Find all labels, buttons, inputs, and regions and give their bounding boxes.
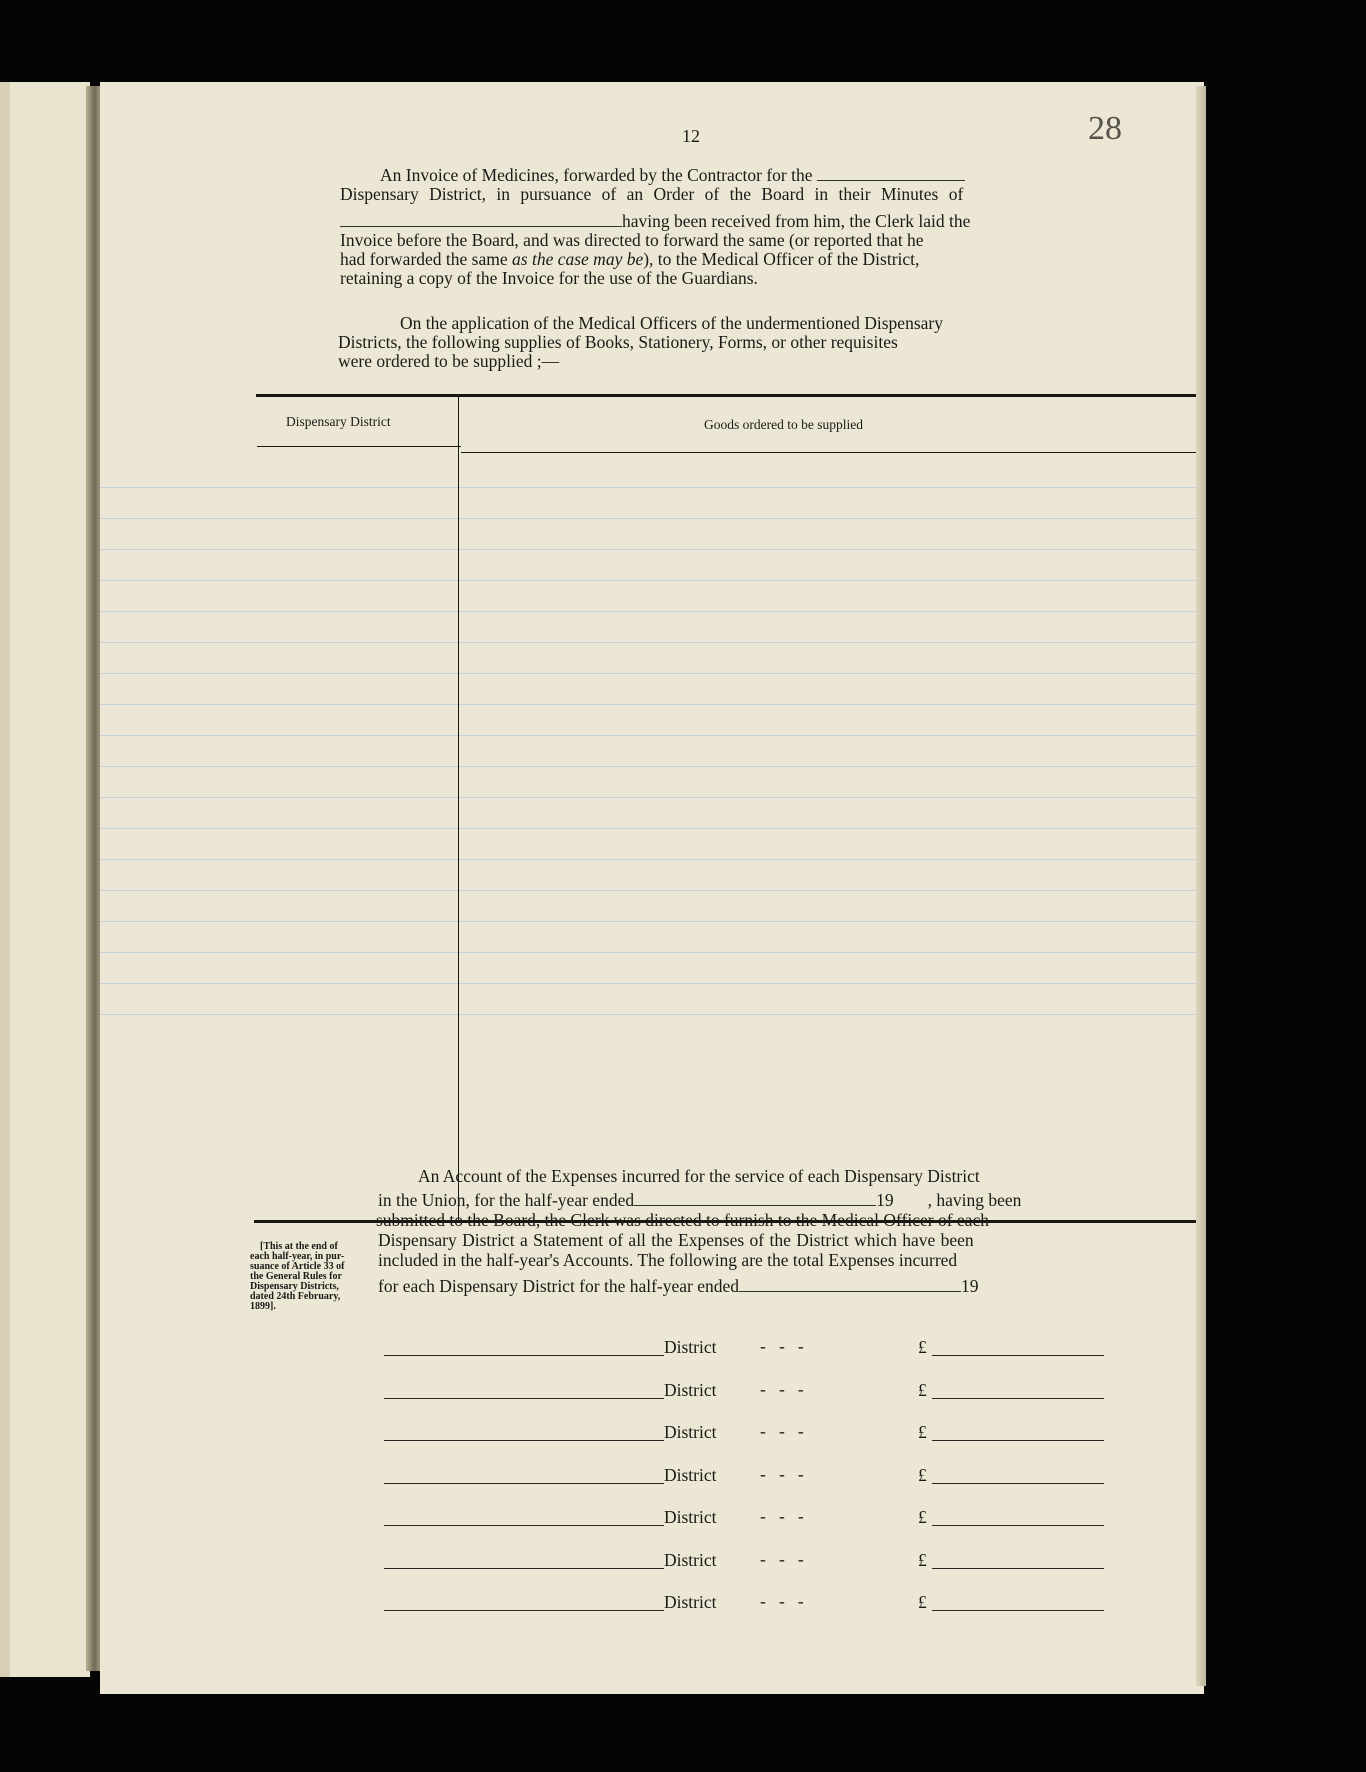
district-row (100, 1545, 1204, 1575)
account-line-2-text: in the Union, for the half-year ended (378, 1190, 635, 1210)
ruled-line (100, 611, 1204, 612)
col2-header-rule (461, 452, 1206, 453)
margin-note-line: dated 24th February, (250, 1291, 341, 1302)
district-label: District (664, 1422, 717, 1442)
account-line-6-text: for each Dispensary District for the half-year ended (378, 1276, 740, 1296)
amount-blank[interactable] (932, 1610, 1104, 1611)
district-row (100, 1375, 1204, 1405)
ruled-line (100, 518, 1204, 519)
amount-blank[interactable] (932, 1483, 1104, 1484)
district-name-blank[interactable] (384, 1440, 664, 1441)
pound-sign: £ (918, 1422, 927, 1442)
district-row (100, 1587, 1204, 1617)
supplies-line-3: were ordered to be supplied ;— (338, 351, 560, 371)
ruled-line (100, 673, 1204, 674)
district-dashes: - - - (760, 1421, 804, 1441)
district-name-blank[interactable] (384, 1610, 664, 1611)
ruled-line (100, 487, 1204, 488)
account-line-6 (378, 1276, 979, 1296)
district-label: District (664, 1337, 717, 1357)
amount-blank[interactable] (932, 1525, 1104, 1526)
invoice-paragraph (340, 166, 1052, 288)
invoice-line-1: An Invoice of Medicines, forwarded by the Contractor for the (380, 165, 813, 185)
district-name-blank[interactable] (384, 1568, 664, 1569)
facing-page-edge (0, 82, 90, 1677)
pound-sign: £ (918, 1549, 927, 1570)
facing-page-margin (0, 82, 10, 1677)
amount-blank[interactable] (932, 1398, 1104, 1399)
district-row (100, 1502, 1204, 1532)
invoice-line-5-italic: as the case may be (512, 249, 644, 269)
column-divider (458, 396, 459, 1222)
ruled-line (100, 704, 1204, 705)
half-year-end-blank-2[interactable] (739, 1279, 961, 1292)
pound-sign: £ (918, 1379, 927, 1400)
table-top-rule (256, 394, 1206, 397)
district-dashes: - - - (760, 1591, 804, 1611)
district-name-blank[interactable] (384, 1398, 664, 1399)
margin-note-line: the General Rules for (250, 1271, 342, 1282)
district-name-blank[interactable] (384, 1483, 664, 1484)
account-line-5: included in the half-year's Accounts. The following are the total Expenses incurred (378, 1250, 958, 1270)
account-line-3: submitted to the Board, the Clerk was directed to furnish to the Medical Officer of each (376, 1210, 989, 1230)
supplies-line-1: On the application of the Medical Officers of the undermentioned Dispensary (400, 313, 943, 333)
ruled-line (100, 828, 1204, 829)
ruled-line (100, 952, 1204, 953)
margin-note-line: each half-year, in pur- (250, 1251, 345, 1262)
contractor-district-blank[interactable] (817, 168, 965, 181)
district-row (100, 1417, 1204, 1447)
ruled-line (100, 766, 1204, 767)
supplies-line-2: Districts, the following supplies of Books, Stationery, Forms, or other requisites (338, 332, 898, 352)
district-label: District (664, 1464, 717, 1485)
pound-sign: £ (918, 1507, 927, 1527)
page-edge-shadow (1196, 86, 1206, 1686)
ruled-line (100, 735, 1204, 736)
pound-sign: £ (918, 1337, 927, 1357)
ruled-line (100, 549, 1204, 550)
invoice-line-4: Invoice before the Board, and was directed to forward the same (or reported that he (340, 230, 924, 250)
page-number: 12 (682, 126, 700, 146)
col1-header-rule (257, 446, 461, 447)
register-page (100, 82, 1204, 1694)
invoice-line-2: Dispensary District, in pursuance of an Order of the Board in their Minutes of (340, 184, 964, 204)
pound-sign: £ (918, 1592, 927, 1612)
pound-sign: £ (918, 1464, 927, 1485)
district-dashes: - - - (760, 1378, 804, 1399)
ruled-line (100, 797, 1204, 798)
book-gutter (86, 86, 100, 1671)
col1-header: Dispensary District (286, 414, 391, 429)
account-line-2 (378, 1190, 1021, 1210)
year-prefix-2: 19 (961, 1276, 979, 1296)
year-prefix: 19 (876, 1190, 894, 1210)
margin-note (250, 1242, 344, 1312)
district-row (100, 1460, 1204, 1490)
amount-blank[interactable] (932, 1440, 1104, 1441)
district-label: District (664, 1592, 717, 1612)
ruled-line (100, 890, 1204, 891)
account-line-1: An Account of the Expenses incurred for the service of each Dispensary District (418, 1166, 980, 1186)
margin-note-line: 1899]. (250, 1301, 276, 1312)
minutes-date-blank[interactable] (340, 214, 622, 227)
ruled-line (100, 1014, 1204, 1015)
ruled-line (100, 921, 1204, 922)
district-name-blank[interactable] (384, 1355, 664, 1356)
invoice-line-5a: had forwarded the same (340, 249, 513, 269)
account-line-2-end: , having been (927, 1190, 1022, 1210)
district-label: District (664, 1549, 717, 1570)
col2-header: Goods ordered to be supplied (704, 417, 863, 432)
district-dashes: - - - (760, 1336, 804, 1356)
invoice-line-3: having been received from him, the Clerk laid the (622, 211, 971, 231)
invoice-line-6: retaining a copy of the Invoice for the use of the Guardians. (340, 268, 758, 288)
account-line-4: Dispensary District a Statement of all the Expenses of the District which have been (378, 1230, 974, 1250)
margin-note-line: [This at the end of (260, 1241, 338, 1252)
margin-note-line: suance of Article 33 of (250, 1261, 345, 1272)
district-dashes: - - - (760, 1463, 804, 1484)
district-dashes: - - - (760, 1548, 804, 1569)
district-label: District (664, 1379, 717, 1400)
half-year-end-blank[interactable] (634, 1193, 876, 1206)
district-dashes: - - - (760, 1506, 804, 1526)
invoice-line-5c: ), to the Medical Officer of the District, (643, 249, 920, 269)
ruled-line (100, 983, 1204, 984)
amount-blank[interactable] (932, 1568, 1104, 1569)
ruled-line (100, 859, 1204, 860)
district-name-blank[interactable] (384, 1525, 664, 1526)
ruled-line (100, 580, 1204, 581)
ruled-line (100, 642, 1204, 643)
amount-blank[interactable] (932, 1355, 1104, 1356)
supplies-paragraph (338, 314, 1052, 371)
district-label: District (664, 1507, 717, 1527)
margin-note-line: Dispensary Districts, (250, 1281, 339, 1292)
folio-number: 28 (1088, 110, 1122, 147)
district-row (100, 1332, 1204, 1362)
